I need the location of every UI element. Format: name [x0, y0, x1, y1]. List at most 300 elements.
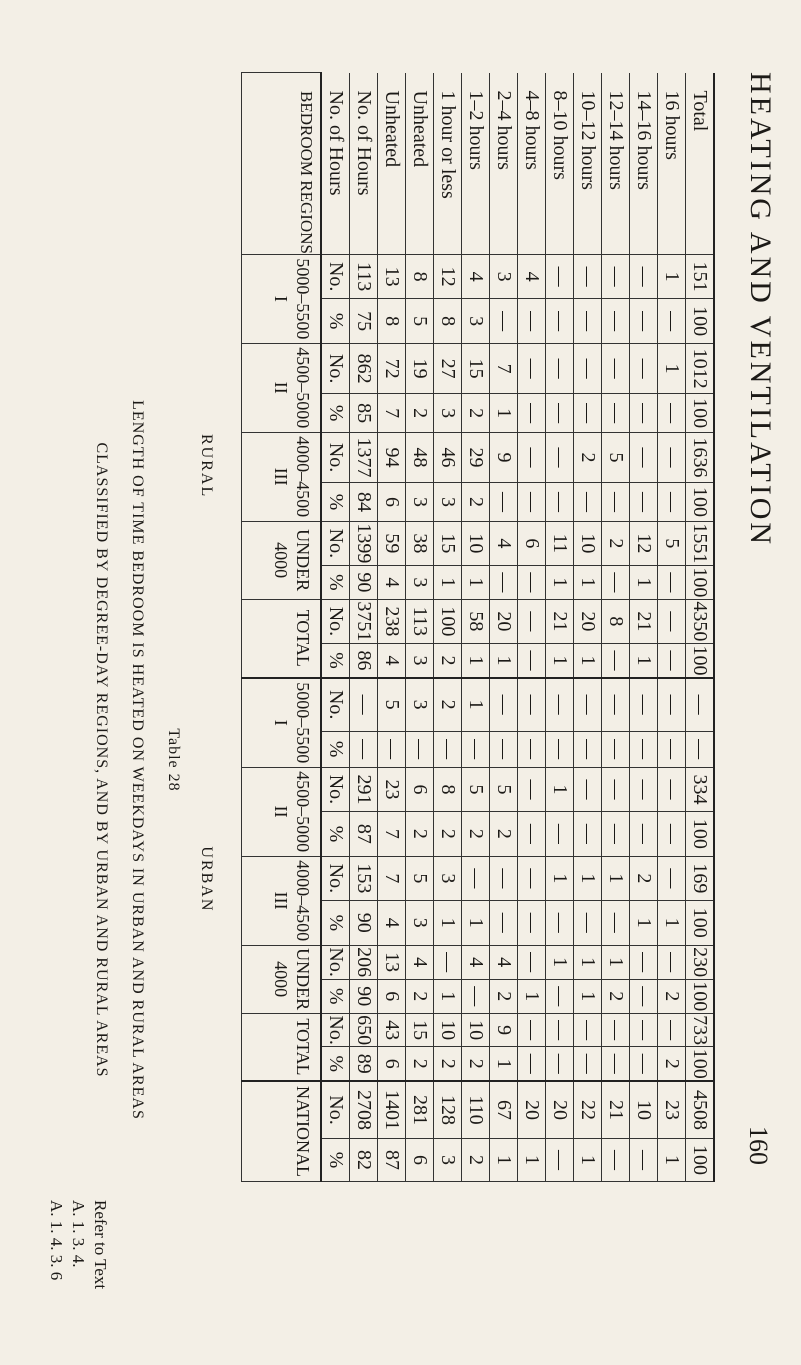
unit-cell: %	[321, 812, 350, 856]
table-cell: —	[546, 483, 574, 521]
table-cell: 151	[686, 254, 715, 298]
table-cell: 100	[686, 566, 715, 600]
table-cell: —	[630, 1047, 658, 1081]
table-cell: —	[574, 678, 602, 731]
table-cell: —	[434, 731, 462, 767]
table-cell: 89	[350, 1047, 378, 1081]
table-cell: 4350	[686, 599, 715, 643]
table-cell: 3	[406, 901, 434, 945]
table-row	[518, 73, 546, 1182]
table-cell: 1	[434, 566, 462, 600]
table-cell: 4508	[686, 1081, 715, 1138]
table-cell: —	[518, 1047, 546, 1081]
table-cell: 100	[686, 812, 715, 856]
table-cell: 59	[378, 521, 406, 565]
table-cell: —	[490, 566, 518, 600]
unit-cell: %	[321, 566, 350, 600]
table-cell: 10	[630, 1081, 658, 1138]
table-cell: 21	[630, 599, 658, 643]
table-cell: —	[602, 483, 630, 521]
table-cell: 1	[518, 979, 546, 1013]
region-header: 5000–5500 I	[242, 254, 322, 343]
unit-cell: No.	[321, 1081, 350, 1138]
table-cell: —	[686, 731, 715, 767]
table-cell: 3	[434, 856, 462, 900]
table-cell: 4	[378, 901, 406, 945]
table-cell: 13	[378, 254, 406, 298]
refer-line-3: A. 1. 4. 3. 6	[47, 1200, 66, 1281]
table-cell: —	[434, 945, 462, 979]
table-cell: 1	[462, 566, 490, 600]
table-cell: —	[574, 812, 602, 856]
table-cell: 46	[434, 432, 462, 483]
table-cell: 128	[434, 1081, 462, 1138]
table-cell: 67	[490, 1081, 518, 1138]
table-cell: 1	[658, 343, 686, 394]
table-cell: 2	[406, 812, 434, 856]
table-cell: 8	[434, 767, 462, 811]
table-row	[490, 73, 518, 1182]
table-cell: 9	[490, 1013, 518, 1047]
table-cell: 20	[574, 599, 602, 643]
table-cell: —	[518, 566, 546, 600]
table-cell: —	[602, 566, 630, 600]
table-cell: —	[630, 394, 658, 432]
table-cell: —	[518, 343, 546, 394]
table-cell: 1	[490, 1047, 518, 1081]
table-cell: 100	[686, 644, 715, 678]
table-cell: 2	[462, 1138, 490, 1181]
table-cell: 84	[350, 483, 378, 521]
table-cell: 8	[406, 254, 434, 298]
table-cell: 1	[434, 901, 462, 945]
table-cell: 3	[406, 566, 434, 600]
row-label: 16 hours	[658, 73, 686, 255]
table-cell: 1	[574, 1138, 602, 1181]
table-cell: 15	[462, 343, 490, 394]
table-cell: 12	[630, 521, 658, 565]
table-cell: 100	[686, 1138, 715, 1181]
table-cell: 2	[574, 432, 602, 483]
refer-line-1: Refer to Text	[91, 1200, 110, 1290]
table-cell: 3	[406, 644, 434, 678]
table-cell: —	[630, 812, 658, 856]
table-cell: 1	[658, 901, 686, 945]
page-number: 160	[744, 1126, 773, 1165]
table-cell: 27	[434, 343, 462, 394]
table-cell: —	[658, 731, 686, 767]
table-cell: 90	[350, 901, 378, 945]
table-cell: 334	[686, 767, 715, 811]
table-cell: 1	[574, 856, 602, 900]
table-cell: —	[574, 901, 602, 945]
unit-cell: No.	[321, 599, 350, 643]
unit-cell: No.	[321, 1013, 350, 1047]
table-cell: 3	[406, 483, 434, 521]
table-cell: —	[602, 678, 630, 731]
table-cell: —	[490, 299, 518, 343]
table-cell: 3	[406, 678, 434, 731]
table-cell: —	[546, 1138, 574, 1181]
table-cell: 86	[350, 644, 378, 678]
table-cell: 1	[658, 1138, 686, 1181]
group-label: RURAL	[198, 433, 215, 499]
row-label: 1 hour or less	[434, 73, 462, 255]
table-row	[574, 73, 602, 1182]
table-cell: 113	[406, 599, 434, 643]
table-cell: —	[518, 432, 546, 483]
row-label: 8–10 hours	[546, 73, 574, 255]
table-cell: —	[602, 1047, 630, 1081]
table-cell: 94	[378, 432, 406, 483]
group-spacer	[171, 73, 242, 255]
table-cell: 1551	[686, 521, 715, 565]
table-cell: —	[462, 856, 490, 900]
table-cell: —	[658, 394, 686, 432]
table-cell: 1636	[686, 432, 715, 483]
table-cell: —	[658, 566, 686, 600]
row-label: 2–4 hours	[490, 73, 518, 255]
table-cell: —	[546, 254, 574, 298]
table-cell: 20	[546, 1081, 574, 1138]
table-cell: 2	[630, 856, 658, 900]
table-cell: 1377	[350, 432, 378, 483]
table-cell: 1	[602, 856, 630, 900]
table-cell: —	[658, 599, 686, 643]
table-cell: —	[546, 901, 574, 945]
table-cell: —	[518, 299, 546, 343]
table-cell: 8	[378, 299, 406, 343]
table-cell: —	[658, 767, 686, 811]
table-cell: 7	[490, 343, 518, 394]
table-cell: 58	[462, 599, 490, 643]
table-cell: 87	[350, 812, 378, 856]
table-cell: 1	[574, 945, 602, 979]
units-row-label: No. of Hours	[321, 73, 350, 255]
table-cell: —	[546, 1047, 574, 1081]
unit-cell: %	[321, 731, 350, 767]
table-cell: 87	[378, 1138, 406, 1181]
table-cell: —	[602, 1013, 630, 1047]
table-cell: —	[546, 678, 574, 731]
table-cell: 1401	[378, 1081, 406, 1138]
table-cell: —	[630, 945, 658, 979]
table-cell: —	[602, 731, 630, 767]
table-cell: —	[518, 812, 546, 856]
table-cell: 1	[490, 394, 518, 432]
unit-cell: %	[321, 979, 350, 1013]
table-cell: 2	[406, 1047, 434, 1081]
table-cell: 5	[406, 299, 434, 343]
table-cell: —	[518, 599, 546, 643]
table-cell: —	[490, 678, 518, 731]
table-cell: 206	[350, 945, 378, 979]
row-label: Unheated	[406, 73, 434, 255]
table-cell: 100	[686, 979, 715, 1013]
table-cell: 5	[378, 678, 406, 731]
table-cell: 6	[406, 1138, 434, 1181]
table-cell: 5	[658, 521, 686, 565]
table-cell: 7	[378, 856, 406, 900]
table-cell: 2	[658, 979, 686, 1013]
table-cell: 23	[658, 1081, 686, 1138]
table-cell: —	[546, 343, 574, 394]
table-cell: 1	[434, 979, 462, 1013]
table-caption	[83, 310, 191, 1210]
unit-cell: %	[321, 1138, 350, 1181]
table-cell: 4	[378, 644, 406, 678]
table-cell: 1	[574, 644, 602, 678]
table-cell: —	[490, 901, 518, 945]
table-row	[462, 73, 490, 1182]
row-label: Unheated	[378, 73, 406, 255]
table-cell: —	[518, 644, 546, 678]
region-header: TOTAL	[242, 599, 322, 678]
table-cell: 10	[434, 1013, 462, 1047]
table-cell: —	[406, 731, 434, 767]
table-cell: 1	[546, 767, 574, 811]
regions-row	[242, 73, 322, 1182]
unit-cell: %	[321, 1047, 350, 1081]
table-cell: 2	[462, 394, 490, 432]
unit-cell: No.	[321, 521, 350, 565]
table-cell: 1	[630, 644, 658, 678]
table-cell: —	[602, 299, 630, 343]
table-cell: —	[462, 979, 490, 1013]
table-row	[434, 73, 462, 1182]
table-cell: —	[546, 1013, 574, 1047]
table-cell: 23	[378, 767, 406, 811]
table-cell: —	[686, 678, 715, 731]
table-cell: 4	[518, 254, 546, 298]
table-cell: —	[518, 1013, 546, 1047]
table-cell: —	[630, 299, 658, 343]
region-header: TOTAL	[242, 1013, 322, 1081]
regions-label: BEDROOM REGIONS	[242, 73, 322, 255]
table-cell: 4	[462, 254, 490, 298]
table-cell: —	[350, 678, 378, 731]
units-row	[321, 73, 350, 1182]
table-cell: 6	[378, 979, 406, 1013]
table-cell: 3751	[350, 599, 378, 643]
table-cell: 5	[490, 767, 518, 811]
unit-cell: No.	[321, 343, 350, 394]
table-cell: —	[518, 856, 546, 900]
table-cell: 5	[406, 856, 434, 900]
row-label: 10–12 hours	[574, 73, 602, 255]
unit-cell: No.	[321, 945, 350, 979]
table-cell: 8	[602, 599, 630, 643]
table-cell: 8	[434, 299, 462, 343]
table-cell: 7	[378, 394, 406, 432]
table-cell: 1	[658, 254, 686, 298]
caption-line-2: CLASSIFIED BY DEGREE-DAY REGIONS, AND BY URBAN AND RURAL AREAS	[93, 442, 110, 1078]
table-cell: 10	[574, 521, 602, 565]
region-header: UNDER 4000	[242, 945, 322, 1013]
table-cell: 1	[574, 566, 602, 600]
table-cell: —	[546, 812, 574, 856]
table-cell: 43	[378, 1013, 406, 1047]
table-cell: 2	[462, 483, 490, 521]
table-row	[686, 73, 715, 1182]
table-cell: —	[378, 731, 406, 767]
table-cell: —	[658, 856, 686, 900]
table-cell: —	[546, 731, 574, 767]
table-cell: —	[630, 731, 658, 767]
table-cell: 4	[378, 566, 406, 600]
table-cell: —	[546, 394, 574, 432]
refer-to-text	[45, 1200, 111, 1289]
table-cell: —	[546, 979, 574, 1013]
table-cell: —	[630, 767, 658, 811]
table-cell: —	[490, 856, 518, 900]
table-cell: 7	[378, 812, 406, 856]
region-header: 5000–5500 I	[242, 678, 322, 767]
unit-cell: %	[321, 644, 350, 678]
caption-line-1: LENGTH OF TIME BEDROOM IS HEATED ON WEEKDAYS IN URBAN AND RURAL AREAS	[129, 400, 146, 1120]
table-cell: 3	[434, 483, 462, 521]
table-cell: 22	[574, 1081, 602, 1138]
table-cell: —	[518, 731, 546, 767]
table-cell: 238	[378, 599, 406, 643]
table-cell: 2	[602, 521, 630, 565]
table-cell: —	[574, 254, 602, 298]
table-cell: —	[574, 767, 602, 811]
table-cell: —	[574, 394, 602, 432]
table-cell: 9	[490, 432, 518, 483]
table-cell: 6	[378, 1047, 406, 1081]
row-label: 1–2 hours	[462, 73, 490, 255]
table-cell: 2	[406, 394, 434, 432]
table-cell: 2	[602, 979, 630, 1013]
table-cell: —	[658, 678, 686, 731]
table-cell: 1	[546, 644, 574, 678]
table-cell: 1	[602, 945, 630, 979]
region-header: NATIONAL	[242, 1081, 322, 1181]
unit-cell: No.	[321, 254, 350, 298]
table-cell: —	[574, 731, 602, 767]
table-cell: 12	[434, 254, 462, 298]
table-cell: —	[658, 644, 686, 678]
table-cell: 1	[630, 901, 658, 945]
page-header	[735, 0, 781, 1365]
table-cell: 100	[686, 299, 715, 343]
table-cell: 48	[406, 432, 434, 483]
unit-cell: %	[321, 299, 350, 343]
unit-cell: %	[321, 483, 350, 521]
data-table	[171, 72, 715, 1182]
row-label: 14–16 hours	[630, 73, 658, 255]
table-cell: —	[630, 343, 658, 394]
table-cell: —	[630, 1138, 658, 1181]
table-cell: 19	[406, 343, 434, 394]
table-cell: —	[658, 299, 686, 343]
table-cell: 2	[658, 1047, 686, 1081]
table-cell: 1399	[350, 521, 378, 565]
table-cell: 90	[350, 979, 378, 1013]
table-cell: 6	[378, 483, 406, 521]
unit-cell: No.	[321, 432, 350, 483]
table-cell: 100	[686, 901, 715, 945]
table-cell: 21	[546, 599, 574, 643]
table-cell: 1	[518, 1138, 546, 1181]
table-cell: —	[658, 483, 686, 521]
table-cell: 100	[434, 599, 462, 643]
table-cell: —	[630, 254, 658, 298]
table-cell: 113	[350, 254, 378, 298]
table-cell: 20	[518, 1081, 546, 1138]
table-cell: 1	[462, 678, 490, 731]
table-cell: —	[574, 343, 602, 394]
region-header: 4500–5000 II	[242, 343, 322, 432]
table-cell: —	[546, 432, 574, 483]
unit-cell: No.	[321, 856, 350, 900]
table-cell: 10	[462, 1013, 490, 1047]
table-cell: 1	[490, 1138, 518, 1181]
refer-line-2: A. 1. 3. 4.	[69, 1200, 88, 1268]
table-cell: 1	[630, 566, 658, 600]
table-cell: —	[518, 901, 546, 945]
table-row	[546, 73, 574, 1182]
row-label: 12–14 hours	[602, 73, 630, 255]
table-cell: 15	[406, 1013, 434, 1047]
group-label: URBAN	[198, 846, 215, 913]
table-cell: —	[350, 731, 378, 767]
table-cell: —	[602, 343, 630, 394]
table-cell: 4	[462, 945, 490, 979]
unit-cell: %	[321, 901, 350, 945]
table-cell: —	[546, 299, 574, 343]
table-cell: —	[630, 979, 658, 1013]
table-cell: —	[658, 432, 686, 483]
table-cell: 2	[462, 1047, 490, 1081]
table-cell: 1	[490, 644, 518, 678]
table-cell: —	[602, 1138, 630, 1181]
table-cell: —	[630, 432, 658, 483]
table-cell: —	[518, 678, 546, 731]
table-cell: —	[630, 1013, 658, 1047]
table-cell: —	[574, 1013, 602, 1047]
table-cell: 21	[602, 1081, 630, 1138]
region-header: 4500–5000 II	[242, 767, 322, 856]
table-cell: —	[574, 483, 602, 521]
table-cell: 1	[462, 644, 490, 678]
table-cell: 2	[434, 678, 462, 731]
table-cell: 100	[686, 394, 715, 432]
table-row	[602, 73, 630, 1182]
table-cell: 2	[490, 812, 518, 856]
table-cell: 6	[518, 521, 546, 565]
row-label: Total	[686, 73, 715, 255]
table-cell: —	[574, 299, 602, 343]
table-cell: 10	[462, 521, 490, 565]
table-cell: 4	[490, 521, 518, 565]
table-cell: 862	[350, 343, 378, 394]
table-cell: —	[658, 945, 686, 979]
unit-cell: No.	[321, 767, 350, 811]
table-cell: —	[630, 483, 658, 521]
table-cell: —	[490, 483, 518, 521]
table-cell: 4	[406, 945, 434, 979]
running-title: HEATING AND VENTILATION	[744, 72, 777, 548]
table-cell: —	[490, 731, 518, 767]
table-cell: 85	[350, 394, 378, 432]
table-cell: 2	[434, 1047, 462, 1081]
table-row	[406, 73, 434, 1182]
table-cell: 291	[350, 767, 378, 811]
table-cell: 2	[406, 979, 434, 1013]
table-cell: —	[658, 1013, 686, 1047]
